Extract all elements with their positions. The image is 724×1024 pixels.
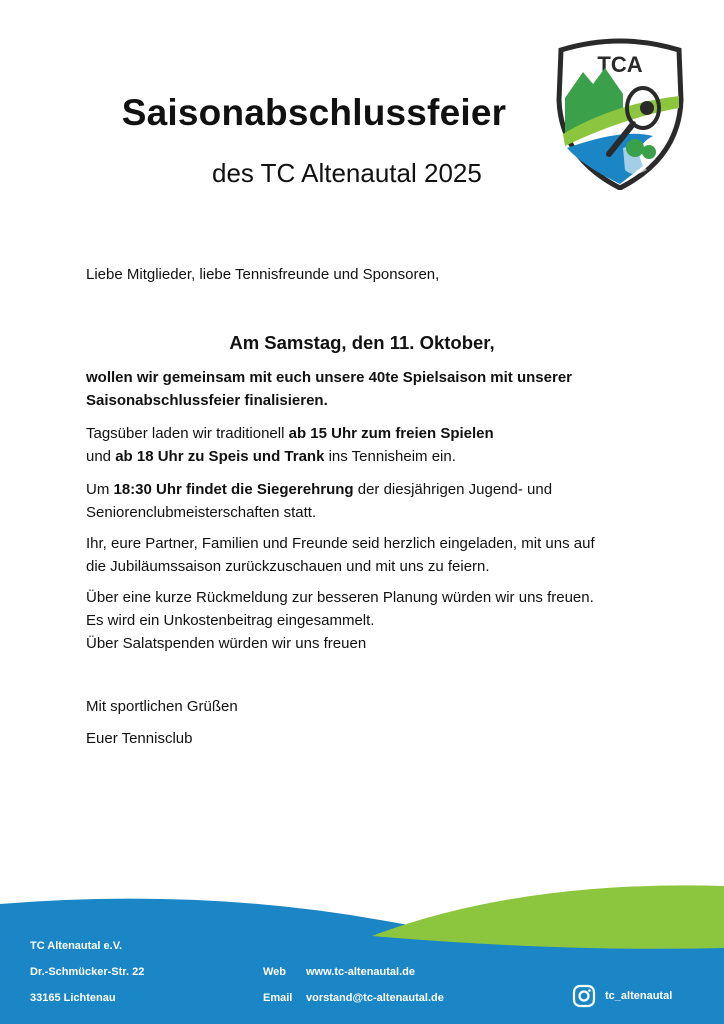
intro-line-2: Saisonabschlussfeier finalisieren. (86, 392, 328, 409)
invitation-line-2: die Jubiläumssaison zurückzuschauen und mit uns zu feiern. (86, 558, 490, 575)
logo-text: TCA (597, 52, 643, 77)
feedback-line-2: Es wird ein Unkostenbeitrag eingesammelt. (86, 612, 375, 629)
footer-email-link[interactable]: vorstand@tc-altenautal.de (306, 992, 444, 1004)
page-title: Saisonabschlussfeier (121, 92, 507, 133)
schedule-paragraph (86, 422, 666, 468)
footer (0, 860, 724, 1024)
schedule-food-time: ab 18 Uhr zu Speis und Trank (115, 448, 325, 465)
ceremony-text-c: der diesjährigen Jugend- und (353, 481, 553, 498)
signature: Euer Tennisclub (86, 730, 193, 747)
ceremony-text-d: Seniorenclubmeisterschaften statt. (86, 504, 317, 521)
schedule-text-c: und (86, 448, 116, 465)
event-date: Am Samstag, den 11. Oktober, (229, 332, 495, 353)
footer-web-label: Web (263, 966, 287, 978)
intro-line-1: wollen wir gemeinsam mit euch unsere 40te Spielsaison mit unserer (86, 369, 572, 386)
footer-instagram-handle[interactable]: tc_altenautal (605, 990, 673, 1002)
page-subtitle: des TC Altenautal 2025 (212, 158, 482, 188)
footer-city: 33165 Lichtenau (30, 992, 116, 1004)
closing: Mit sportlichen Grüßen (86, 698, 238, 715)
ceremony-paragraph (86, 478, 666, 524)
footer-street: Dr.-Schmücker-Str. 22 (30, 966, 145, 978)
ceremony-time: 18:30 Uhr findet die Siegerehrung (113, 481, 354, 498)
footer-org: TC Altenautal e.V. (30, 940, 123, 952)
schedule-text-e: ins Tennisheim ein. (324, 448, 456, 465)
feedback-line-1: Über eine kurze Rückmeldung zur besseren Planung würden wir uns freuen. (86, 589, 594, 606)
ceremony-text-a: Um (86, 481, 114, 498)
club-logo (553, 38, 687, 190)
invitation-line-1: Ihr, eure Partner, Familien und Freunde seid herzlich eingeladen, mit uns auf (86, 535, 595, 552)
feedback-line-3: Über Salatspenden würden wir uns freuen (86, 635, 367, 652)
intro-paragraph (86, 366, 666, 412)
feedback-paragraph (86, 586, 666, 655)
schedule-text-a: Tagsüber laden wir traditionell (86, 425, 289, 442)
schedule-play-time: ab 15 Uhr zum freien Spielen (288, 425, 494, 442)
footer-web-link[interactable]: www.tc-altenautal.de (306, 966, 416, 978)
invitation-paragraph (86, 532, 666, 578)
greeting: Liebe Mitglieder, liebe Tennisfreunde und Sponsoren, (86, 266, 440, 283)
footer-email-label: Email (263, 992, 293, 1004)
instagram-icon[interactable] (572, 984, 596, 1008)
